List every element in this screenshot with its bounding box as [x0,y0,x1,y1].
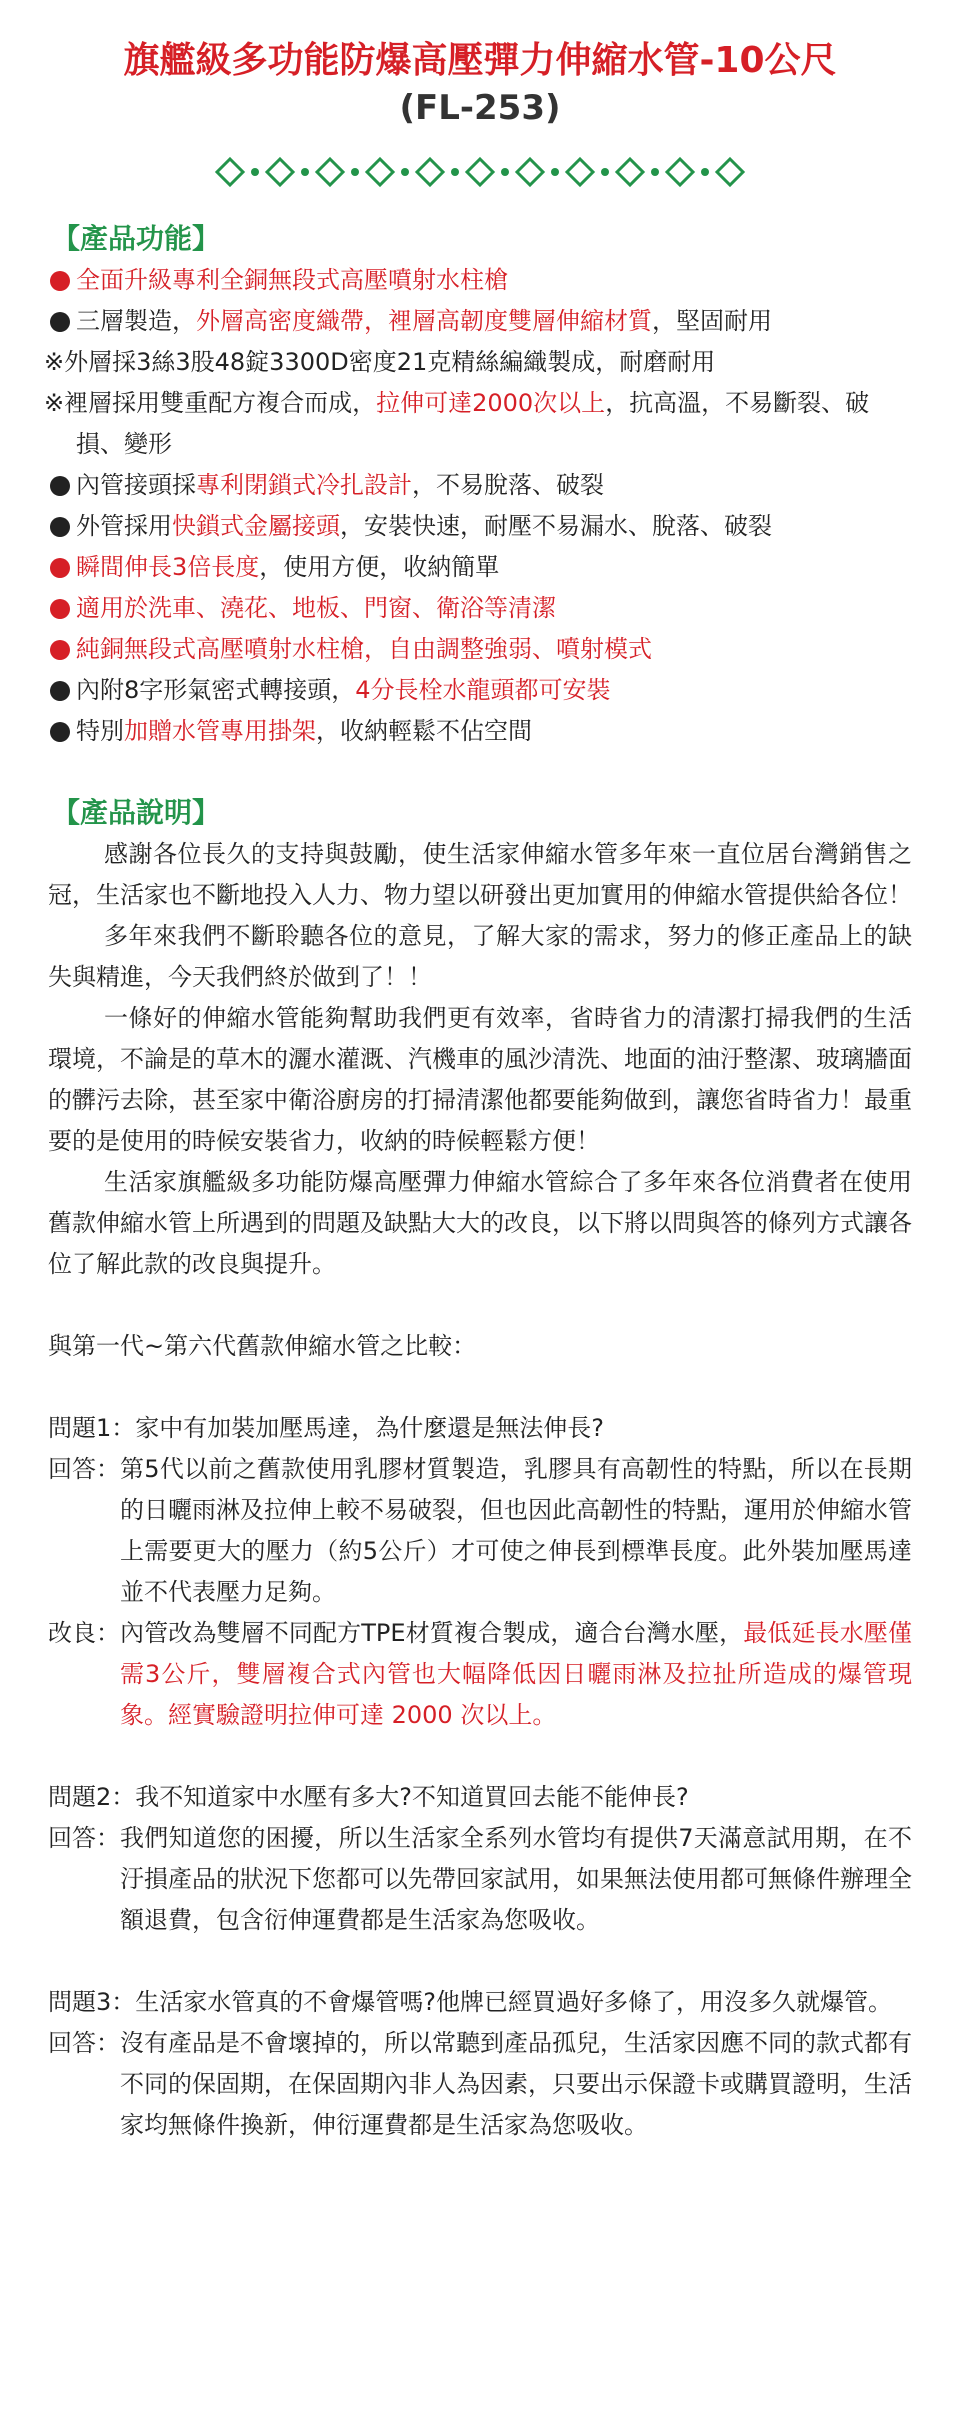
feature-text: ，安裝快速，耐壓不易漏水、脫落、破裂 [340,512,772,540]
question-2 [48,1777,912,1818]
feature-item [44,342,912,383]
divider-dot-icon [601,168,609,176]
feature-item [48,547,912,588]
description-paragraph-4: 生活家旗艦級多功能防爆高壓彈力伸縮水管綜合了多年來各位消費者在使用舊款伸縮水管上所遇到的問題及缺點大大的改良，以下將以問與答的條列方式讓各位了解此款的改良與提升。 [48,1168,912,1278]
feature-highlight-text: 4分長栓水龍頭都可安裝 [355,676,611,704]
divider-diamond-icon [517,159,543,185]
divider-dot-icon [651,168,659,176]
description-paragraph-3: 一條好的伸縮水管能夠幫助我們更有效率，省時省力的清潔打掃我們的生活環境，不論是的草木的灑水灌溉、汽機車的風沙清洗、地面的油汙整潔、玻璃牆面的髒污去除，甚至家中衛浴廚房的打掃清潔他都要能夠做到，讓您省時省力！最重要的是使用的時候安裝省力，收納的時候輕鬆方便！ [48,1004,912,1155]
divider-dot-icon [251,168,259,176]
divider-diamond-icon [467,159,493,185]
divider-dot-icon [401,168,409,176]
feature-highlight-text: 純銅無段式高壓噴射水柱槍，自由調整強弱、噴射模式 [76,635,652,663]
divider-diamond-icon [267,159,293,185]
feature-highlight-text: 外層高密度織帶，裡層高韌度雙層伸縮材質 [196,307,652,335]
feature-item [48,711,912,752]
question-text: 我不知道家中水壓有多大?不知道買回去能不能伸長? [135,1783,689,1811]
feature-item [48,629,912,670]
diamond-dot-chain-icon [210,152,750,192]
divider-diamond-icon [317,159,343,185]
feature-text: ※外層採3絲3股48錠3300D密度21克精絲編織製成，耐磨耐用 [44,348,716,376]
feature-highlight-text: 專利閉鎖式冷扎設計 [196,471,412,499]
feature-text: 三層製造， [76,307,196,335]
feature-text: ，使用方便，收納簡單 [259,553,500,581]
bullet-icon [50,517,70,537]
improvement-label: 改良： [48,1619,120,1647]
divider-dot-icon [551,168,559,176]
bullet-icon [50,312,70,332]
bullet-icon [50,722,70,742]
feature-highlight-text: 快鎖式金屬接頭 [172,512,340,540]
improvement-1 [48,1613,912,1736]
feature-highlight-text: 全面升級專利全銅無段式高壓噴射水柱槍 [76,266,508,294]
feature-item [48,301,912,342]
answer-text: 沒有產品是不會壞掉的，所以常聽到產品孤兒，生活家因應不同的款式都有不同的保固期，在保固期內非人為因素，只要出示保證卡或購買證明，生活家均無條件換新，伸衍運費都是生活家為您吸收。 [120,2029,912,2139]
answer-1 [48,1449,912,1613]
answer-text: 我們知道您的困擾，所以生活家全系列水管均有提供7天滿意試用期，在不汙損產品的狀況下您都可以先帶回家試用，如果無法使用都可無條件辦理全額退費，包含衍伸運費都是生活家為您吸收。 [120,1824,912,1934]
question-1 [48,1408,912,1449]
improvement-text [120,1613,912,1736]
description-paragraph-1: 感謝各位長久的支持與鼓勵，使生活家伸縮水管多年來一直位居台灣銷售之冠，生活家也不斷地投入人力、物力望以研發出更加實用的伸縮水管提供給各位！ [48,840,912,909]
feature-text: ，堅固耐用 [652,307,772,335]
bullet-icon [50,271,70,291]
question-text: 生活家水管真的不會爆管嗎?他牌已經買過好多條了，用沒多久就爆管。 [135,1988,893,2016]
divider-diamond-icon [617,159,643,185]
description-paragraph-2: 多年來我們不斷聆聽各位的意見，了解大家的需求，努力的修正產品上的缺失與精進，今天我們終於做到了！！ [48,922,912,991]
question-label: 問題2： [48,1783,136,1811]
feature-highlight-text: 瞬間伸長3倍長度 [76,553,260,581]
feature-item [48,670,912,711]
question-label: 問題3： [48,1988,136,2016]
feature-text: ，抗高溫，不易斷裂、破損、變形 [76,389,870,458]
bullet-icon [50,558,70,578]
answer-text: 第5代以前之舊款使用乳膠材質製造，乳膠具有高韌性的特點，所以在長期的日曬雨淋及拉伸上較不易破裂，但也因此高韌性的特點，運用於伸縮水管上需要更大的壓力（約5公斤）才可使之伸長到標準長度。此外裝加壓馬達並不代表壓力足夠。 [120,1455,912,1606]
features-heading: 【產品功能】 [52,222,221,255]
divider-dot-icon [351,168,359,176]
product-model: (FL-253) [399,88,561,128]
divider-diamond-icon [717,159,743,185]
feature-text: 外管採用 [76,512,172,540]
feature-text: 特別 [76,717,124,745]
feature-text: ，收納輕鬆不佔空間 [316,717,532,745]
bullet-icon [50,599,70,619]
feature-highlight-text: 拉伸可達2000次以上 [376,389,606,417]
feature-highlight-text: 加贈水管專用掛架 [124,717,316,745]
decorative-divider [48,152,912,192]
divider-diamond-icon [367,159,393,185]
answer-label: 回答： [48,1455,120,1483]
question-3 [48,1982,912,2023]
comparison-intro: 與第一代~第六代舊款伸縮水管之比較： [48,1332,477,1360]
divider-dot-icon [701,168,709,176]
features-list [44,260,912,752]
question-text: 家中有加裝加壓馬達，為什麼還是無法伸長? [135,1414,605,1442]
divider-dot-icon [451,168,459,176]
feature-item [48,260,912,301]
product-title: 旗艦級多功能防爆高壓彈力伸縮水管-10公尺 [123,40,837,81]
improvement-plain-text: 內管改為雙層不同配方TPE材質複合製成，適合台灣水壓， [120,1619,744,1647]
feature-text: ，不易脫落、破裂 [412,471,604,499]
feature-text: 內管接頭採 [76,471,196,499]
feature-item [48,506,912,547]
divider-diamond-icon [567,159,593,185]
feature-item [48,588,912,629]
feature-item [48,465,912,506]
divider-diamond-icon [217,159,243,185]
answer-2 [48,1818,912,1941]
divider-diamond-icon [667,159,693,185]
answer-label: 回答： [48,2029,120,2057]
question-label: 問題1： [48,1414,136,1442]
divider-dot-icon [301,168,309,176]
bullet-icon [50,640,70,660]
feature-text: 內附8字形氣密式轉接頭， [76,676,356,704]
feature-text: ※裡層採用雙重配方複合而成， [44,389,377,417]
answer-3 [48,2023,912,2146]
answer-label: 回答： [48,1824,120,1852]
bullet-icon [50,476,70,496]
feature-highlight-text: 適用於洗車、澆花、地板、門窗、衛浴等清潔 [76,594,556,622]
description-heading: 【產品說明】 [52,796,221,829]
divider-dot-icon [501,168,509,176]
divider-diamond-icon [417,159,443,185]
feature-item [44,383,912,465]
improvement-highlight-text: 最低延長水壓僅需3公斤，雙層複合式內管也大幅降低因日曬雨淋及拉扯所造成的爆管現象。經實驗證明拉伸可達 2000 次以上。 [120,1619,912,1729]
bullet-icon [50,681,70,701]
